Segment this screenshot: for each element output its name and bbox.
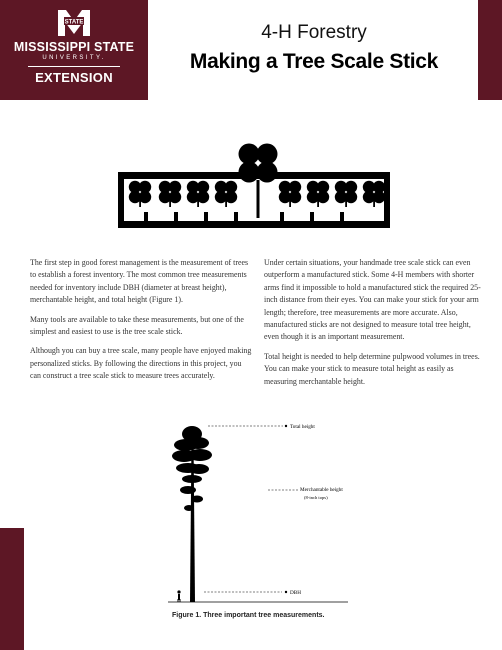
figure-caption: Figure 1. Three important tree measurements. [172, 612, 325, 619]
label-dbh: DBH [290, 590, 301, 596]
body-paragraph: The first step in good forest management is the measurement of trees to establish a forest inventory. The most common tree measurements needed for inventory include DBH (diameter at breast height), merchantable height, and total height (Figure 1). [30, 258, 249, 305]
body-column-left [30, 257, 252, 390]
tree-crown [172, 426, 212, 511]
dbh-marker [285, 591, 287, 593]
logo-divider [28, 66, 120, 67]
label-merchantable-height: Merchantable height [300, 487, 343, 493]
body-paragraph: Many tools are available to take these measurements, but one of the simplest and easiest to use is the tree scale stick. [30, 314, 244, 337]
body-paragraph: Under certain situations, your handmade tree scale stick can even outperform a manufactured stick. Some 4-H members with shorter arms find it impossible to hold a manufactured stick the required 25-inch distance from their eyes. You can make your stick for your arm length; therefore, tree measurements are more accurate. Also, manufactured sticks are not designed to measure total tree height, even though it is an important measurement. [264, 258, 481, 342]
logo-university-name: MISSISSIPPI STATE [13, 40, 135, 54]
page-title: Making a Tree Scale Stick [189, 50, 439, 73]
body-paragraph: Although you can buy a tree scale, many people have enjoyed making personalized sticks. By following the directions in this project, you can construct a tree scale stick to measure trees accurately. [30, 346, 252, 381]
logo-extension-label: EXTENSION [35, 70, 113, 85]
body-column-right [264, 257, 486, 395]
body-paragraph: Total height is needed to help determine pulpwood volumes in trees. You can make your stick to measure total height as easily as measuring merchantable height. [264, 351, 480, 386]
tree-measurement-figure [160, 398, 360, 608]
header-accent-bar [478, 0, 502, 100]
tree-scale-stick-illustration [118, 142, 390, 228]
person-icon [177, 590, 180, 602]
label-total-height: Total height [290, 424, 315, 430]
series-title: 4-H Forestry [261, 22, 367, 43]
label-merchantable-subtitle: (8-inch tops) [304, 495, 328, 500]
logo-university-label: UNIVERSITY. [42, 55, 106, 61]
footer-accent-bar [0, 528, 24, 650]
msu-m-seal-icon [56, 8, 92, 38]
total-height-marker [285, 425, 287, 427]
tree-trunk [190, 438, 195, 602]
seal-text: STATE [64, 19, 84, 26]
msu-extension-logo [0, 0, 148, 100]
